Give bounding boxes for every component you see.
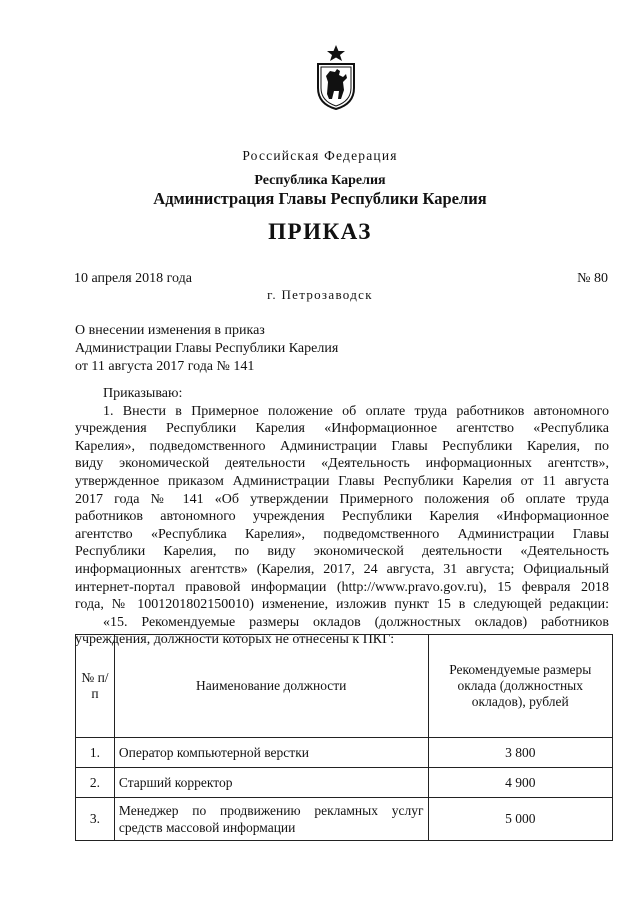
body-line: учреждения Республики Карелия «Информационное агентство «Республика <box>75 421 609 437</box>
body-line: Республики Карелия, по виду экономической деятельности «Деятельность <box>75 544 609 560</box>
republic-name: Республика Карелия <box>254 173 386 188</box>
subject-line: от 11 августа 2017 года № 141 <box>75 359 255 374</box>
row-position: Старший корректор <box>114 768 428 798</box>
coat-of-arms-icon <box>312 44 360 110</box>
table-row <box>76 768 613 798</box>
row-salary: 4 900 <box>428 768 612 798</box>
table-row <box>76 738 613 768</box>
subject-line: Администрации Главы Республики Карелия <box>75 341 339 356</box>
document-subject <box>75 322 338 376</box>
row-num: 2. <box>76 768 115 798</box>
table-header-row <box>76 635 613 738</box>
body-line: 2017 года № 141 «Об утверждении Примерного положения об оплате труда <box>75 491 609 507</box>
body-line: утвержденное приказом Администрации Главы Республики Карелия от 11 августа <box>75 473 609 489</box>
body-line: Карелия», подведомственного Администрации Главы Республики Карелия, по <box>75 438 609 454</box>
header-num: № п/п <box>76 635 115 738</box>
body-line: 1. Внести в Примерное положение об оплате труда работников автономного <box>103 403 609 419</box>
header-salary: Рекомендуемые размеры оклада (должностных окладов), рублей <box>428 635 612 738</box>
body-line: агентство «Республика Карелия», подведомственного Администрации Главы <box>75 526 609 542</box>
document-city: г. Петрозаводск <box>267 287 373 302</box>
document-number: № 80 <box>577 271 608 286</box>
body-line: Приказываю: <box>103 386 183 401</box>
row-num: 1. <box>76 738 115 768</box>
country-name: Российская Федерация <box>242 148 398 163</box>
body-line: виду экономической деятельности «Деятельность информационных агентств», <box>75 456 609 472</box>
body-line: года, № 1001201802150010) изменение, изложив пункт 15 в следующей редакции: <box>75 597 609 613</box>
row-position: Менеджер по продвижению рекламных услуг средств массовой информации <box>114 798 428 841</box>
document-body <box>75 385 609 649</box>
table-row <box>76 798 613 841</box>
row-salary: 3 800 <box>428 738 612 768</box>
subject-line: О внесении изменения в приказ <box>75 323 265 338</box>
administration-name: Администрация Главы Республики Карелия <box>153 189 487 208</box>
body-line: информационных агентств» (Карелия, 2017, 24 августа, 31 августа; Официальный <box>75 561 609 577</box>
document-date: 10 апреля 2018 года <box>74 271 192 286</box>
row-salary: 5 000 <box>428 798 612 841</box>
row-position: Оператор компьютерной верстки <box>114 738 428 768</box>
body-line: «15. Рекомендуемые размеры окладов (должностных окладов) работников <box>103 614 609 630</box>
body-line: интернет-портал правовой информации (http://www.pravo.gov.ru), 15 февраля 2018 <box>75 579 609 595</box>
body-line: учреждения, должности которых не отнесены к ПКГ: <box>75 632 395 648</box>
body-line: работников автономного учреждения Республики Карелия «Информационное <box>75 509 609 525</box>
header-position: Наименование должности <box>114 635 428 738</box>
document-type: ПРИКАЗ <box>268 219 372 244</box>
row-num: 3. <box>76 798 115 841</box>
salary-table <box>75 634 613 841</box>
